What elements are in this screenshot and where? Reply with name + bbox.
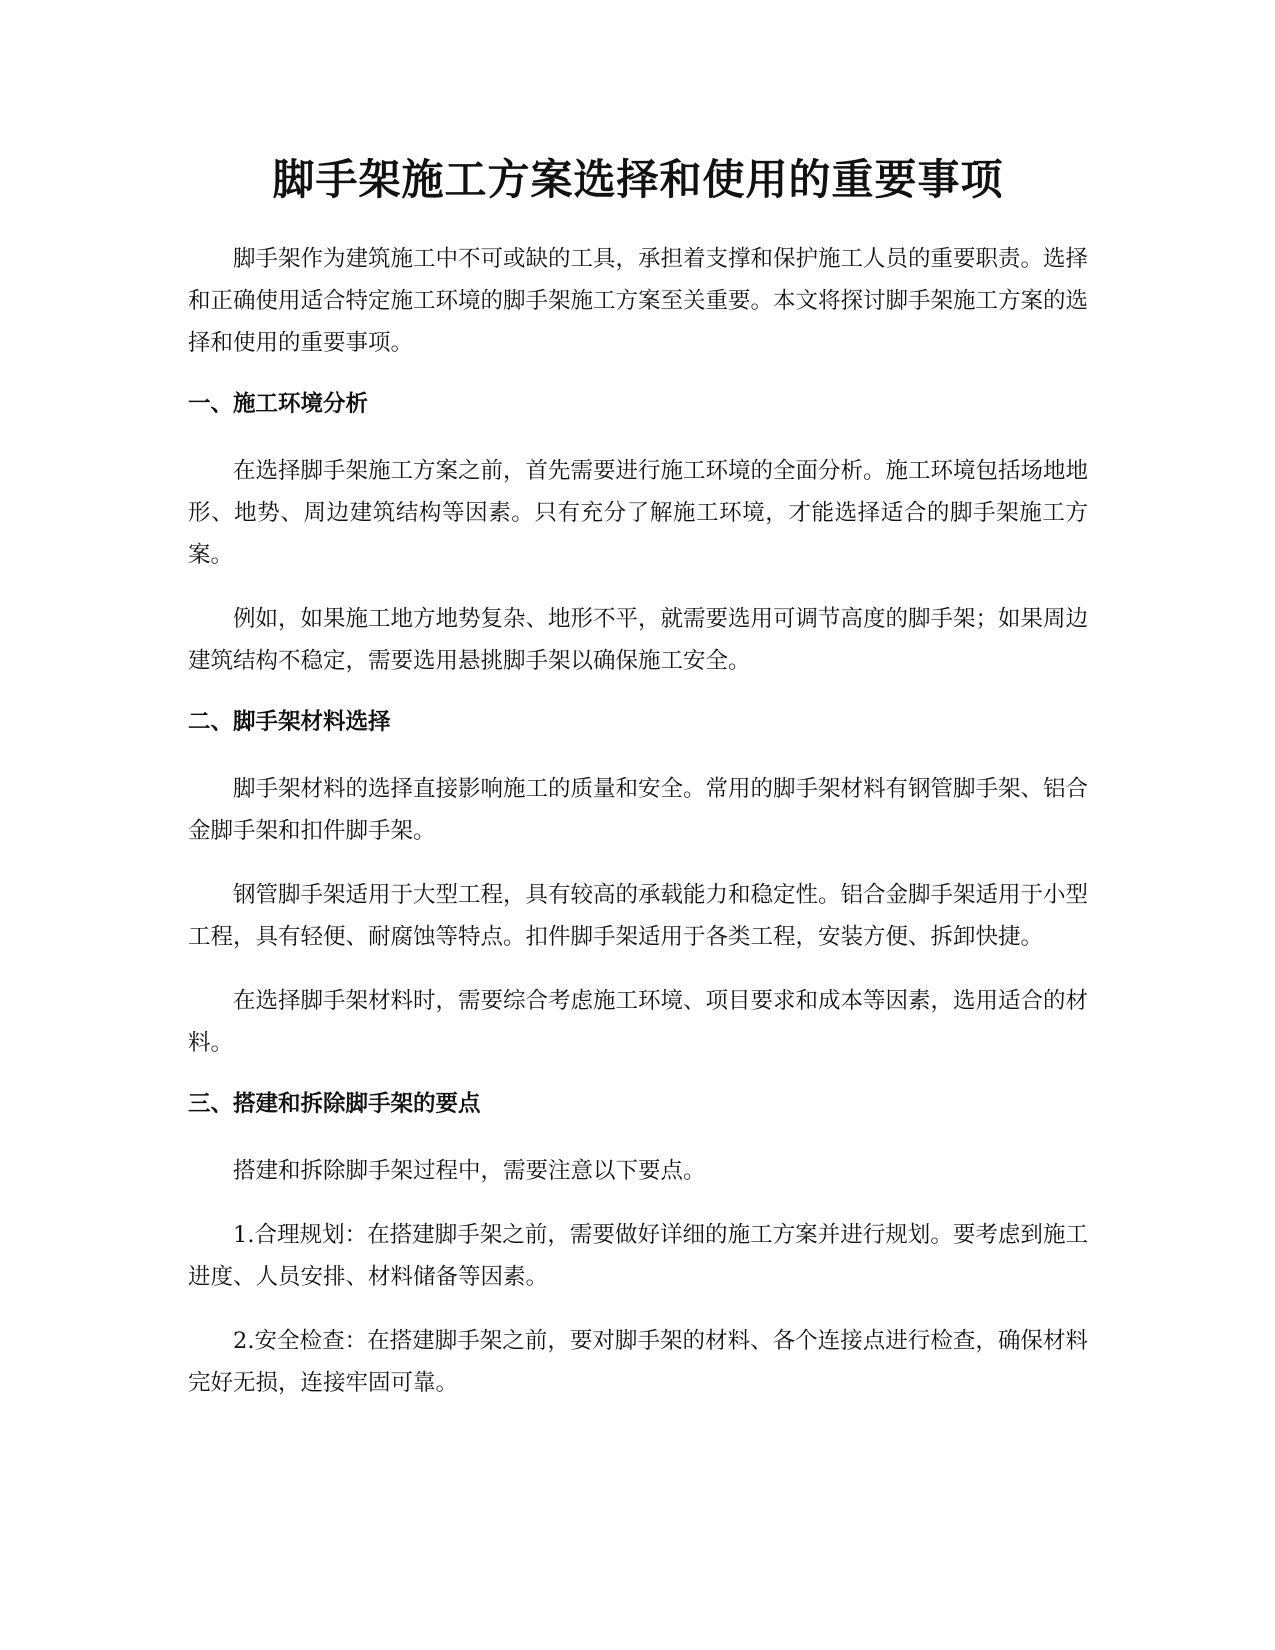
- paragraph: 2.安全检查：在搭建脚手架之前，要对脚手架的材料、各个连接点进行检查，确保材料完好无损，连接牢固可靠。: [188, 1328, 1088, 1396]
- section-heading: 一、施工环境分析: [188, 391, 369, 417]
- intro-paragraph: 脚手架作为建筑施工中不可或缺的工具，承担着支撑和保护施工人员的重要职责。选择和正确使用适合特定施工环境的脚手架施工方案至关重要。本文将探讨脚手架施工方案的选择和使用的重要事项。: [188, 246, 1089, 356]
- paragraph: 1.合理规划：在搭建脚手架之前，需要做好详细的施工方案并进行规划。要考虑到施工进度、人员安排、材料储备等因素。: [188, 1222, 1088, 1290]
- paragraph: 例如，如果施工地方地势复杂、地形不平，就需要选用可调节高度的脚手架；如果周边建筑结构不稳定，需要选用悬挑脚手架以确保施工安全。: [188, 606, 1089, 674]
- paragraph: 在选择脚手架材料时，需要综合考虑施工环境、项目要求和成本等因素，选用适合的材料。: [188, 988, 1089, 1056]
- section-heading: 三、搭建和拆除脚手架的要点: [188, 1091, 481, 1117]
- paragraph: 脚手架材料的选择直接影响施工的质量和安全。常用的脚手架材料有钢管脚手架、铝合金脚手架和扣件脚手架。: [188, 776, 1089, 844]
- paragraph: 搭建和拆除脚手架过程中，需要注意以下要点。: [233, 1158, 706, 1184]
- paragraph: 钢管脚手架适用于大型工程，具有较高的承载能力和稳定性。铝合金脚手架适用于小型工程，具有轻便、耐腐蚀等特点。扣件脚手架适用于各类工程，安装方便、拆卸快捷。: [188, 882, 1089, 950]
- document-body: [188, 150, 1088, 1426]
- section-erection: [188, 1086, 1088, 1404]
- document-title: 脚手架施工方案选择和使用的重要事项: [272, 155, 1004, 204]
- paragraph: 在选择脚手架施工方案之前，首先需要进行施工环境的全面分析。施工环境包括场地地形、地势、周边建筑结构等因素。只有充分了解施工环境，才能选择适合的脚手架施工方案。: [188, 458, 1089, 568]
- section-heading: 二、脚手架材料选择: [188, 709, 391, 735]
- section-materials: [188, 704, 1088, 1064]
- section-environment: [188, 386, 1088, 682]
